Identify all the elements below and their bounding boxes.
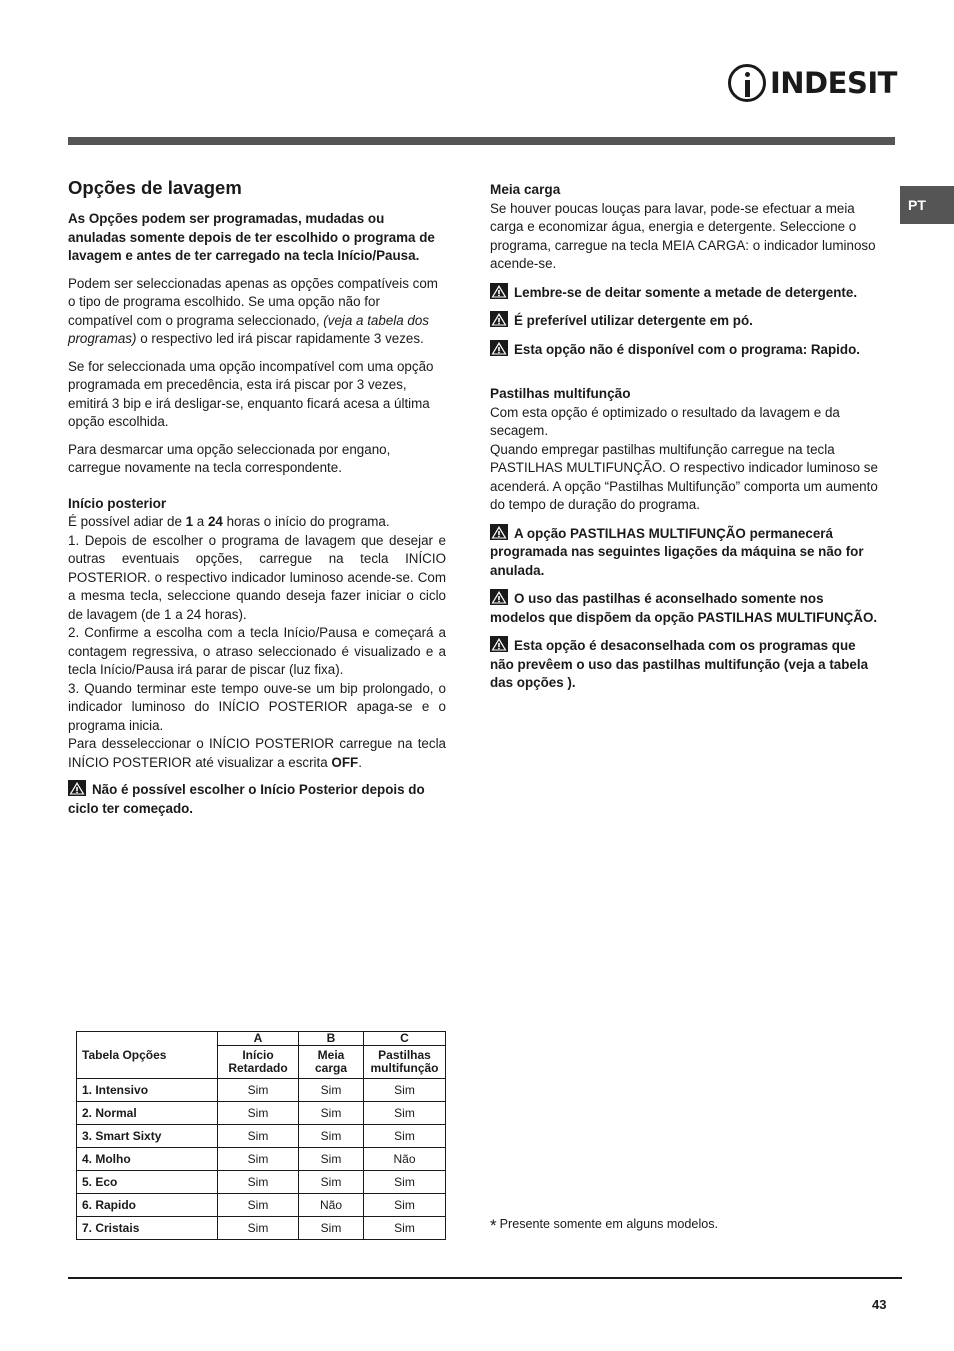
indesit-logo-icon [728,64,766,102]
brand-logo [728,62,897,104]
row-label: 1. Intensivo [77,1079,218,1102]
right-column [490,181,882,702]
cell: Sim [299,1102,364,1125]
cell: Sim [364,1125,446,1148]
pastilhas-title: Pastilhas multifunção [490,386,631,401]
col-letter-c: C [364,1032,446,1046]
pastilhas-warning-2-text: O uso das pastilhas é aconselhado somente nos modelos que dispõem da opção PASTILHAS MULTIFUNÇÃO. [490,591,878,625]
header-divider [68,137,895,145]
table-row [77,1217,446,1240]
options-table [76,1031,446,1240]
table-row [77,1171,446,1194]
cell: Sim [299,1125,364,1148]
off-label: OFF [331,754,359,770]
warning-icon [490,524,508,540]
meia-carga-title: Meia carga [490,182,561,197]
meia-carga-paragraph: Se houver poucas louças para lavar, pode-se efectuar a meia carga e economizar água, energia e detergente. Seleccione o programa, carregue na tecla MEIA CARGA: o indicador luminoso acende-se. [490,200,876,271]
col-letter-a: A [218,1032,299,1046]
footnote [490,1216,718,1236]
warning-icon [68,780,86,796]
table-row [77,1102,446,1125]
pastilhas-warning-3-text: Esta opção é desaconselhada com os programas que não prevêem o uso das pastilhas multifunção (veja a tabela das opções ). [490,638,869,690]
inicio-max-hours: 24 [207,514,223,529]
inicio-step-3: 3. Quando terminar este tempo ouve-se um bip prolongado, o indicador luminoso do INÍCIO POSTERIOR apaga-se e o programa inicia. [68,680,446,733]
cell: Sim [218,1102,299,1125]
pastilhas-warning-1-text: A opção PASTILHAS MULTIFUNÇÃO permanecerá programada nas seguintes ligações da máquina se não for anulada. [490,525,864,578]
inicio-l1-c: horas o início do programa. [222,514,390,529]
cell: Sim [299,1148,364,1171]
incompat-paragraph: Se for seleccionada uma opção incompatível com uma opção programada em precedência, esta irá piscar por 3 vezes, emitirá 3 bip e irá desligar-se, enquanto ficará acesa a última opção escolhida. [68,358,434,429]
row-label: 5. Eco [77,1171,218,1194]
compat-text-b: o respectivo led irá piscar rapidamente 3 vezes. [136,331,424,346]
inicio-warning-text: Não é possível escolher o Início Posterior depois do ciclo ter começado. [68,782,425,816]
language-code: PT [908,197,926,213]
col-header-pastilhas: Pastilhas multifunção [364,1046,446,1079]
row-label: 7. Cristais [77,1217,218,1240]
left-column [68,176,446,827]
inicio-line-1 [68,513,446,532]
inicio-l1-b: a [193,514,208,529]
cell: Sim [364,1079,446,1102]
page-number: 43 [872,1297,887,1312]
warning-icon [490,283,508,299]
row-label: 6. Rapido [77,1194,218,1217]
inicio-posterior-title: Início posterior [68,495,167,511]
row-label: 3. Smart Sixty [77,1125,218,1148]
cell: Não [299,1194,364,1217]
inicio-desel-a: Para desseleccionar o INÍCIO POSTERIOR carregue na tecla INÍCIO POSTERIOR até visualizar a escrita [68,736,446,770]
cell: Sim [364,1171,446,1194]
pastilhas-warning-1 [490,524,882,581]
pastilhas-warning-3 [490,636,882,693]
inicio-step-2: 2. Confirme a escolha com a tecla Início/Pausa e começará a contagem regressiva, o atraso seleccionado é visualizado e a tecla Início/Pausa irá parar de piscar (luz fixa). [68,625,446,677]
pastilhas-warning-2 [490,589,882,627]
cell: Sim [218,1125,299,1148]
inicio-l1-a: É possível adiar de [68,514,186,529]
meia-warning-2 [490,311,882,331]
row-label: 4. Molho [77,1148,218,1171]
warning-icon [490,636,508,652]
cell: Sim [218,1194,299,1217]
brand-name: INDESIT [770,66,897,100]
cell: Sim [299,1079,364,1102]
cell: Sim [218,1217,299,1240]
cell: Sim [218,1171,299,1194]
footer-divider [68,1277,902,1279]
cell: Sim [218,1079,299,1102]
table-title: Tabela Opções [77,1032,218,1079]
table-row [77,1079,446,1102]
cell: Sim [364,1102,446,1125]
inicio-desel-b: . [358,754,362,770]
cell: Não [364,1148,446,1171]
compat-italic-ref: (veja a tabela dos programas) [68,312,430,346]
page-title: Opções de lavagem [68,177,242,198]
footnote-text: Presente somente em alguns modelos. [499,1217,719,1231]
col-header-inicio: Início Retardado [218,1046,299,1079]
meia-warning-3-text: Esta opção não é disponível com o programa: Rapido. [514,341,860,357]
compat-paragraph [68,275,446,349]
warning-icon [490,589,508,605]
language-tab [900,186,954,224]
table-row [77,1148,446,1171]
meia-warning-3 [490,340,882,360]
row-label: 2. Normal [77,1102,218,1125]
cell: Sim [364,1194,446,1217]
warning-icon [490,311,508,327]
deselect-paragraph: Para desmarcar uma opção seleccionada por engano, carregue novamente na tecla correspondente. [68,441,391,475]
inicio-deselect [68,735,446,772]
inicio-min-hours: 1 [185,514,194,529]
meia-warning-1-text: Lembre-se de deitar somente a metade de detergente. [514,284,858,300]
cell: Sim [299,1217,364,1240]
inicio-step-1: 1. Depois de escolher o programa de lavagem que desejar e outras eventuais opções, carregue na tecla INÍCIO POSTERIOR. o respectivo indicador luminoso acende-se. Com a mesma tecla, seleccione quando deseja fazer iniciar o ciclo de lavagem (de 1 a 24 horas). [68,532,446,622]
table-row [77,1194,446,1217]
intro-paragraph: As Opções podem ser programadas, mudadas ou anuladas somente depois de ter escolhido o programa de lavagem e antes de ter carregado na tecla Início/Pausa. [68,211,435,263]
inicio-posterior-body [68,513,446,772]
cell: Sim [299,1171,364,1194]
compat-text-a: Podem ser seleccionadas apenas as opções compatíveis com o tipo de programa escolhido. Se uma opção não for compatível com o programa seleccionado, [68,275,438,328]
col-letter-b: B [299,1032,364,1046]
meia-warning-2-text: É preferível utilizar detergente em pó. [514,313,753,328]
footnote-star: * [490,1216,497,1235]
table-row [77,1125,446,1148]
cell: Sim [364,1217,446,1240]
meia-warning-1 [490,283,882,303]
warning-icon [490,340,508,356]
pastilhas-p1: Com esta opção é optimizado o resultado da lavagem e da secagem. [490,404,840,438]
cell: Sim [218,1148,299,1171]
inicio-warning [68,780,446,818]
col-header-meia: Meia carga [299,1046,364,1079]
pastilhas-p2: Quando empregar pastilhas multifunção carregue na tecla PASTILHAS MULTIFUNÇÃO. O respectivo indicador luminoso se acenderá. A opção “Pastilhas Multifunção” comporta um aumento do tempo de duração do programa. [490,441,878,512]
